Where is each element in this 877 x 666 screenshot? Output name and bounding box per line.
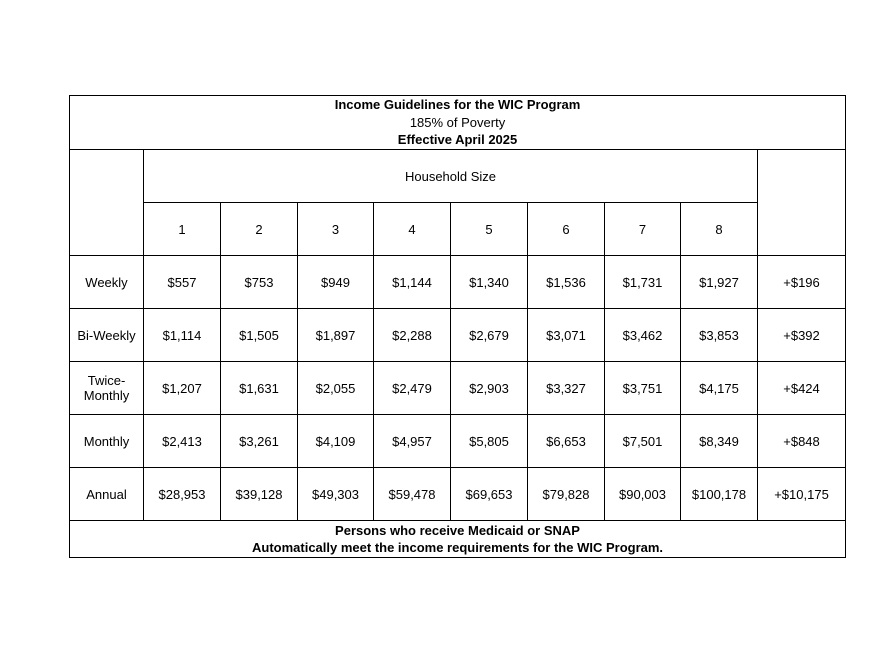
table-row-bi-weekly <box>70 309 846 362</box>
table-cell: $949 <box>298 256 374 309</box>
additional-member-cell: +$10,175 <box>758 468 846 521</box>
table-cell: $1,897 <box>298 309 374 362</box>
table-cell: $2,903 <box>451 362 528 415</box>
household-size-6: 6 <box>528 203 605 256</box>
table-cell: $3,261 <box>221 415 298 468</box>
row-label: Bi-Weekly <box>70 309 144 362</box>
income-guidelines-table <box>69 95 846 558</box>
table-row-twice-monthly <box>70 362 846 415</box>
table-cell: $8,349 <box>681 415 758 468</box>
household-size-2: 2 <box>221 203 298 256</box>
household-size-4: 4 <box>374 203 451 256</box>
household-size-1: 1 <box>144 203 221 256</box>
table-cell: $1,631 <box>221 362 298 415</box>
table-cell: $49,303 <box>298 468 374 521</box>
table-cell: $1,731 <box>605 256 681 309</box>
table-row-monthly <box>70 415 846 468</box>
household-size-header: Household Size <box>144 150 758 203</box>
table-cell: $2,288 <box>374 309 451 362</box>
table-cell: $2,479 <box>374 362 451 415</box>
table-cell: $1,144 <box>374 256 451 309</box>
row-label-line-2: Monthly <box>83 388 130 403</box>
row-label: Weekly <box>70 256 144 309</box>
table-cell: $753 <box>221 256 298 309</box>
additional-member-cell: +$196 <box>758 256 846 309</box>
table-cell: $79,828 <box>528 468 605 521</box>
footer-line-1: Persons who receive Medicaid or SNAP <box>335 522 580 538</box>
table-row-annual <box>70 468 846 521</box>
table-cell: $1,536 <box>528 256 605 309</box>
table-cell: $4,109 <box>298 415 374 468</box>
table-row-weekly <box>70 256 846 309</box>
table-cell: $4,957 <box>374 415 451 468</box>
table-cell: $69,653 <box>451 468 528 521</box>
row-label-line-1: Twice- <box>87 373 126 388</box>
title-line-2: 185% of Poverty <box>409 114 506 130</box>
additional-member-cell: +$848 <box>758 415 846 468</box>
table-cell: $39,128 <box>221 468 298 521</box>
corner-blank-cell <box>70 150 144 256</box>
table-cell: $3,462 <box>605 309 681 362</box>
table-cell: $1,927 <box>681 256 758 309</box>
title-line-3: Effective April 2025 <box>397 132 518 148</box>
table-cell: $28,953 <box>144 468 221 521</box>
table-cell: $100,178 <box>681 468 758 521</box>
table-cell: $557 <box>144 256 221 309</box>
table-cell: $7,501 <box>605 415 681 468</box>
table-title <box>70 96 846 150</box>
household-size-8: 8 <box>681 203 758 256</box>
table-footer <box>70 521 846 558</box>
table-cell: $3,071 <box>528 309 605 362</box>
row-label <box>70 362 144 415</box>
table-cell: $2,055 <box>298 362 374 415</box>
household-size-5: 5 <box>451 203 528 256</box>
additional-blank-cell <box>758 150 846 256</box>
table-cell: $1,505 <box>221 309 298 362</box>
table-cell: $1,207 <box>144 362 221 415</box>
footer-line-2: Automatically meet the income requirements for the WIC Program. <box>252 540 664 555</box>
table-cell: $59,478 <box>374 468 451 521</box>
row-label: Monthly <box>70 415 144 468</box>
table-cell: $1,340 <box>451 256 528 309</box>
table-cell: $3,327 <box>528 362 605 415</box>
table-cell: $2,679 <box>451 309 528 362</box>
table-cell: $4,175 <box>681 362 758 415</box>
table-cell: $2,413 <box>144 415 221 468</box>
additional-member-cell: +$424 <box>758 362 846 415</box>
table-cell: $1,114 <box>144 309 221 362</box>
table-cell: $3,751 <box>605 362 681 415</box>
table-cell: $90,003 <box>605 468 681 521</box>
household-size-7: 7 <box>605 203 681 256</box>
additional-member-cell: +$392 <box>758 309 846 362</box>
household-size-3: 3 <box>298 203 374 256</box>
title-line-1: Income Guidelines for the WIC Program <box>334 97 581 113</box>
table-cell: $3,853 <box>681 309 758 362</box>
table-cell: $5,805 <box>451 415 528 468</box>
table-cell: $6,653 <box>528 415 605 468</box>
row-label: Annual <box>70 468 144 521</box>
